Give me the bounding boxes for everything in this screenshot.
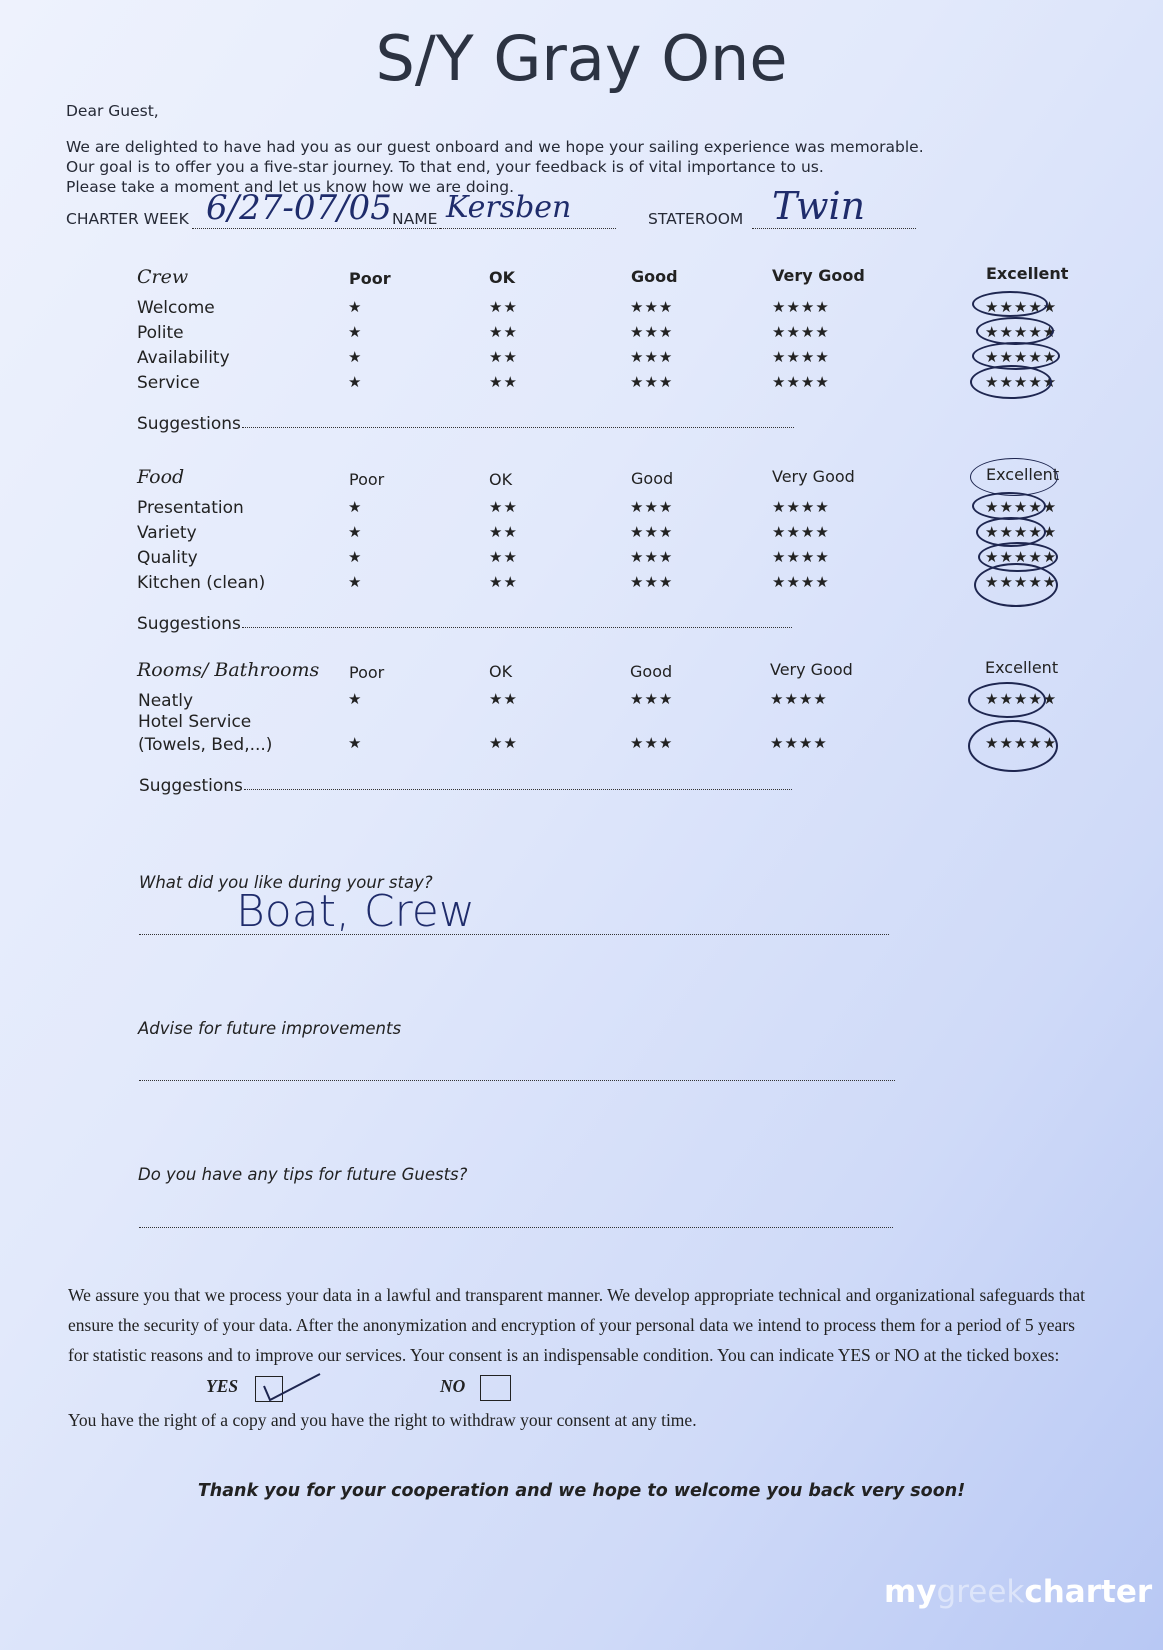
- col-good: Good: [631, 469, 674, 488]
- thank-you-text: Thank you for your cooperation and we hope to welcome you back very soon!: [197, 1481, 966, 1501]
- rating-row: [0, 298, 1163, 323]
- selection-circle: [968, 682, 1046, 718]
- rating-very-good[interactable]: ★★★★: [772, 373, 830, 391]
- intro-line-1: We are delighted to have had you as our guest onboard and we hope your sailing experience was memorable.: [66, 138, 924, 156]
- rooms-suggestions-label: Suggestions: [139, 776, 243, 796]
- rating-very-good[interactable]: ★★★★: [772, 523, 830, 541]
- rating-very-good[interactable]: ★★★★: [772, 298, 830, 316]
- col-poor: Poor: [349, 470, 385, 489]
- privacy-line-1: We assure you that we process your data in a lawful and transparent manner. We develop appropriate technical and organizational safeguards that: [68, 1285, 1085, 1305]
- rating-good[interactable]: ★★★: [630, 498, 674, 516]
- col-good: Good: [631, 267, 678, 286]
- rating-excellent[interactable]: ★★★★★: [985, 548, 1058, 566]
- liked-answer-line: [139, 934, 889, 935]
- rating-poor[interactable]: ★: [348, 734, 363, 752]
- rating-very-good[interactable]: ★★★★: [770, 734, 828, 752]
- rooms-towels: (Towels, Bed,...): [138, 735, 273, 755]
- rating-excellent[interactable]: ★★★★★: [985, 323, 1058, 341]
- crew-availability: Availability: [137, 348, 230, 368]
- col-very-good: Very Good: [772, 266, 865, 285]
- selection-circle: [970, 458, 1058, 496]
- rooms-neatly: Neatly: [138, 691, 194, 711]
- consent-yes-label: YES: [206, 1376, 239, 1396]
- rooms-hotel-service: Hotel Service: [138, 712, 252, 732]
- check-mark-icon: [258, 1370, 324, 1404]
- rating-very-good[interactable]: ★★★★: [772, 573, 830, 591]
- rating-ok[interactable]: ★★: [489, 373, 518, 391]
- rooms-suggestions-field[interactable]: [244, 789, 792, 790]
- col-excellent: Excellent: [985, 658, 1059, 677]
- greeting: Dear Guest,: [66, 102, 159, 120]
- rating-ok[interactable]: ★★: [489, 548, 518, 566]
- advise-answer-field[interactable]: [139, 1080, 895, 1081]
- rating-poor[interactable]: ★: [348, 573, 363, 591]
- rating-very-good[interactable]: ★★★★: [770, 690, 828, 708]
- rating-good[interactable]: ★★★: [630, 323, 674, 341]
- rating-row: [0, 573, 1163, 598]
- tips-answer-field[interactable]: [139, 1227, 893, 1228]
- rating-ok[interactable]: ★★: [489, 523, 518, 541]
- rating-very-good[interactable]: ★★★★: [772, 548, 830, 566]
- selection-circle: [968, 720, 1058, 772]
- watermark-charter: charter: [1024, 1574, 1153, 1610]
- stateroom-label: STATEROOM: [648, 210, 744, 228]
- col-ok: OK: [489, 470, 513, 489]
- rating-ok[interactable]: ★★: [489, 298, 518, 316]
- col-excellent: Excellent: [986, 465, 1060, 484]
- food-suggestions-field[interactable]: [242, 627, 792, 628]
- rating-ok[interactable]: ★★: [489, 573, 518, 591]
- food-suggestions-label: Suggestions: [137, 614, 241, 634]
- col-poor: Poor: [349, 269, 391, 288]
- col-excellent: Excellent: [986, 264, 1069, 283]
- food-section: [0, 462, 1163, 632]
- question-liked: What did you like during your stay?: [139, 873, 433, 892]
- col-very-good: Very Good: [770, 660, 853, 679]
- rating-excellent[interactable]: ★★★★★: [985, 573, 1058, 591]
- rights-text: You have the right of a copy and you have the right to withdraw your consent at any time.: [68, 1410, 697, 1430]
- rating-poor[interactable]: ★: [348, 498, 363, 516]
- food-variety: Variety: [137, 523, 197, 543]
- rating-row: [0, 690, 1163, 715]
- rating-good[interactable]: ★★★: [630, 734, 674, 752]
- name-label: NAME: [392, 210, 438, 228]
- crew-suggestions-label: Suggestions: [137, 414, 241, 434]
- consent-row: [200, 1372, 540, 1406]
- rating-poor[interactable]: ★: [348, 523, 363, 541]
- rooms-heading: Rooms/ Bathrooms: [137, 659, 320, 681]
- consent-no-label: NO: [440, 1376, 466, 1396]
- charter-week-field[interactable]: 6/27-07/05: [206, 188, 392, 228]
- selection-circle: [970, 365, 1052, 399]
- rating-very-good[interactable]: ★★★★: [772, 498, 830, 516]
- rating-good[interactable]: ★★★: [630, 690, 674, 708]
- watermark-logo: [884, 1574, 1152, 1610]
- food-kitchen: Kitchen (clean): [137, 573, 266, 593]
- rating-excellent[interactable]: ★★★★★: [985, 498, 1058, 516]
- answer-liked[interactable]: Boat, Crew: [236, 886, 475, 937]
- privacy-line-3: for statistic reasons and to improve our services. Your consent is an indispensable condition. You can indicate YES or NO at the ticked boxes:: [68, 1345, 1060, 1365]
- crew-welcome: Welcome: [137, 298, 215, 318]
- rating-ok[interactable]: ★★: [489, 323, 518, 341]
- rating-excellent[interactable]: ★★★★★: [985, 523, 1058, 541]
- selection-circle: [972, 291, 1048, 317]
- rating-poor[interactable]: ★: [348, 348, 363, 366]
- name-field[interactable]: Kersben: [446, 190, 572, 225]
- rating-ok[interactable]: ★★: [489, 734, 518, 752]
- privacy-line-2: ensure the security of your data. After the anonymization and encryption of your personal data we intend to process them for a period of 5 years: [68, 1315, 1075, 1335]
- rating-poor[interactable]: ★: [348, 548, 363, 566]
- page-title: S/Y Gray One: [375, 22, 788, 95]
- rating-excellent[interactable]: ★★★★★: [985, 734, 1058, 752]
- rating-good[interactable]: ★★★: [630, 548, 674, 566]
- rating-good[interactable]: ★★★: [630, 573, 674, 591]
- watermark-greek: greek: [936, 1574, 1025, 1610]
- selection-circle: [972, 492, 1046, 520]
- consent-no-checkbox[interactable]: [480, 1375, 511, 1401]
- rooms-section: [0, 656, 1163, 796]
- rating-excellent[interactable]: ★★★★★: [985, 298, 1058, 316]
- rating-excellent[interactable]: ★★★★★: [985, 348, 1058, 366]
- rating-poor[interactable]: ★: [348, 323, 363, 341]
- rating-poor[interactable]: ★: [348, 690, 363, 708]
- rating-excellent[interactable]: ★★★★★: [985, 690, 1058, 708]
- rating-very-good[interactable]: ★★★★: [772, 348, 830, 366]
- rating-row: [0, 373, 1163, 398]
- rating-good[interactable]: ★★★: [630, 523, 674, 541]
- stateroom-field[interactable]: Twin: [772, 184, 866, 228]
- rating-good[interactable]: ★★★: [630, 298, 674, 316]
- food-quality: Quality: [137, 548, 198, 568]
- watermark-my: my: [884, 1574, 937, 1610]
- rating-ok[interactable]: ★★: [489, 348, 518, 366]
- rating-excellent[interactable]: ★★★★★: [985, 373, 1058, 391]
- charter-week-label: CHARTER WEEK: [66, 210, 189, 228]
- crew-section: [0, 262, 1163, 432]
- rating-row: [0, 523, 1163, 548]
- crew-polite: Polite: [137, 323, 184, 343]
- col-ok: OK: [489, 662, 513, 681]
- rating-row: [0, 734, 1163, 759]
- col-good: Good: [630, 662, 673, 681]
- rating-good[interactable]: ★★★: [630, 348, 674, 366]
- intro-line-2: Our goal is to offer you a five-star journey. To that end, your feedback is of vital importance to us.: [66, 158, 824, 176]
- selection-circle: [976, 317, 1054, 345]
- intro-line-3: Please take a moment and let us know how we are doing.: [66, 178, 515, 196]
- food-heading: Food: [137, 466, 185, 488]
- rating-ok[interactable]: ★★: [489, 498, 518, 516]
- crew-service: Service: [137, 373, 200, 393]
- crew-suggestions-field[interactable]: [242, 427, 794, 428]
- rating-poor[interactable]: ★: [348, 298, 363, 316]
- col-poor: Poor: [349, 663, 385, 682]
- rating-poor[interactable]: ★: [348, 373, 363, 391]
- col-very-good: Very Good: [772, 467, 855, 486]
- col-ok: OK: [489, 268, 515, 287]
- rating-good[interactable]: ★★★: [630, 373, 674, 391]
- question-tips: Do you have any tips for future Guests?: [138, 1165, 468, 1184]
- rating-ok[interactable]: ★★: [489, 690, 518, 708]
- selection-circle: [974, 563, 1058, 607]
- food-presentation: Presentation: [137, 498, 244, 518]
- rating-very-good[interactable]: ★★★★: [772, 323, 830, 341]
- question-advise: Advise for future improvements: [138, 1019, 402, 1038]
- crew-heading: Crew: [137, 266, 189, 288]
